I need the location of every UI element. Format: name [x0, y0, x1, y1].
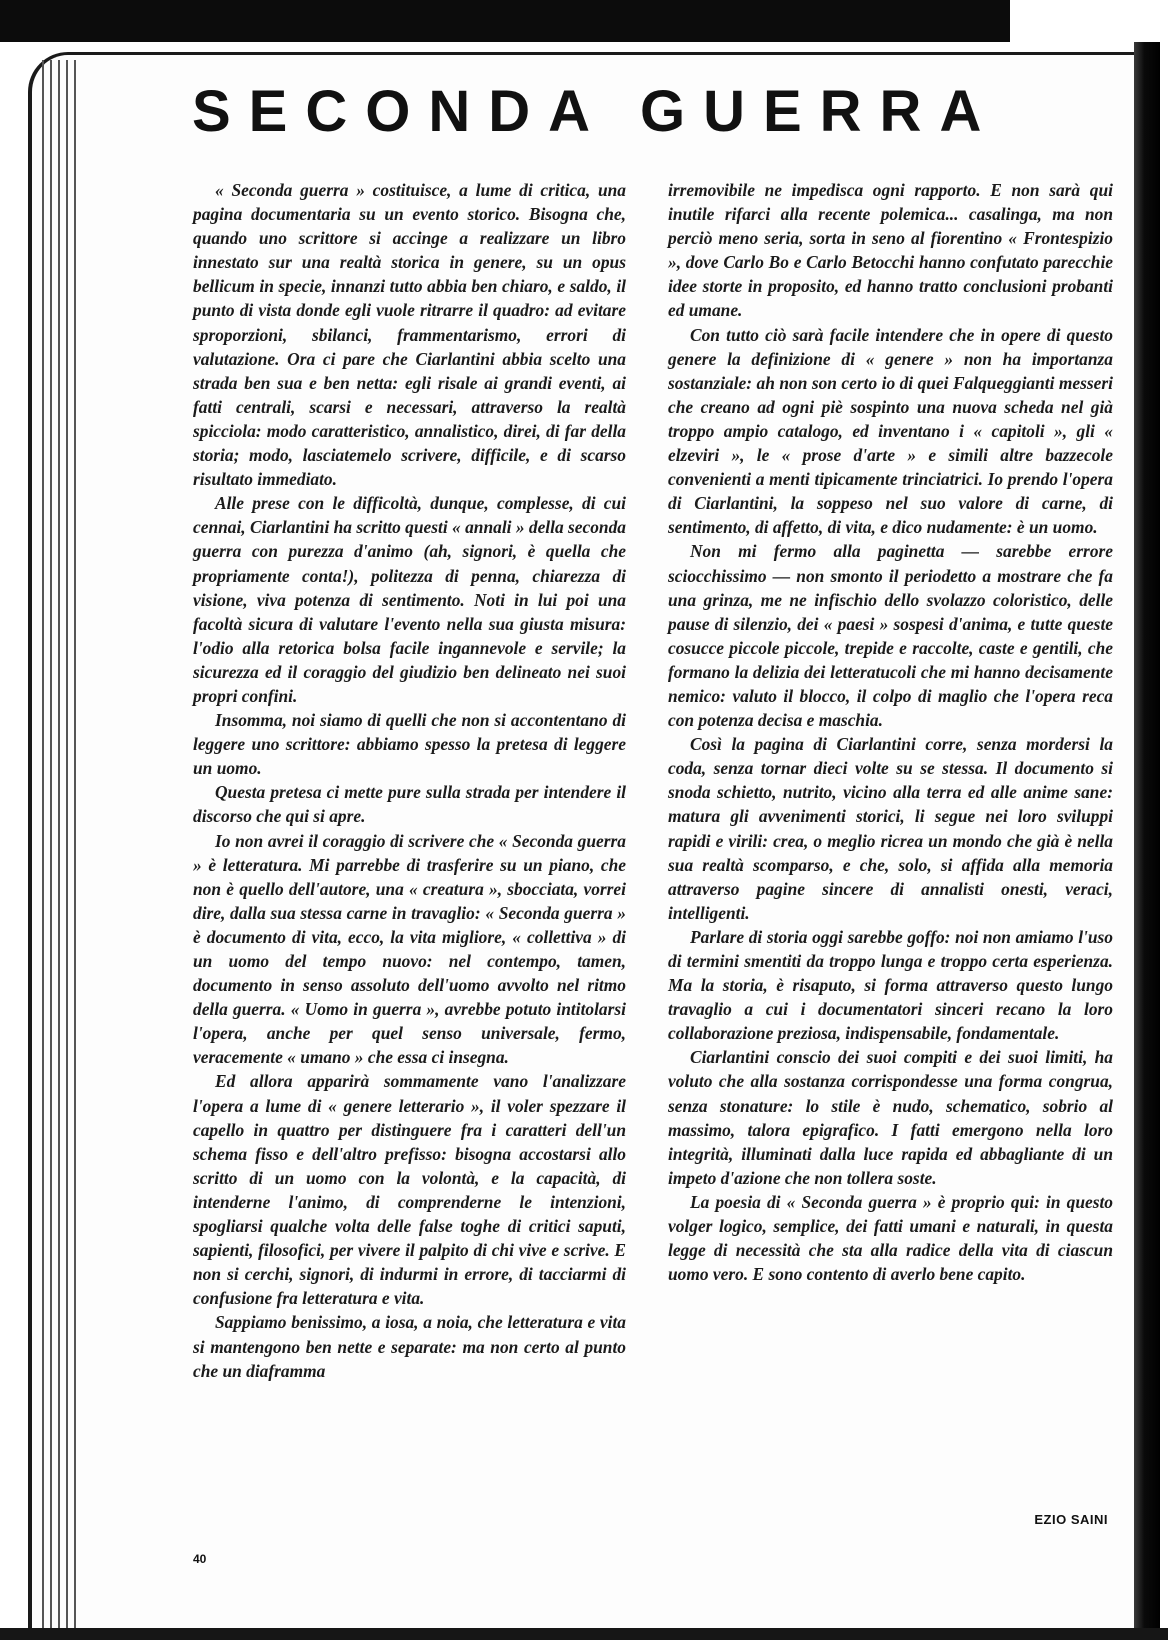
paragraph: Insomma, noi siamo di quelli che non si accontentano di leggere uno scrittore: abbiamo spesso la pretesa di leggere un uomo.: [193, 710, 626, 779]
paragraph: Ed allora apparirà sommamente vano l'analizzare l'opera a lume di « genere letterario », il voler spezzare il capello in quattro per distinguere fra i caratteri dell'un schema fisso e dell'altro prefisso: bisogna accostarsi allo scritto di un uomo con la volontà, e la capacità, di intenderne l'animo, di comprenderne le intenzioni, spogliarsi qualche volta delle false toghe di critici saputi, sapienti, filosofici, per vivere il palpito di chi vive e scrive. E non si cerchi, signori, di indurmi in errore, di tacciarmi di confusione fra letteratura e vita.: [193, 1071, 626, 1309]
page-number: 40: [193, 1552, 207, 1566]
binding-edge-line: [58, 60, 60, 1640]
paragraph: irremovibile ne impedisca ogni rapporto. E non sarà qui inutile rifarci alla recente polemica... casalinga, ma non perciò meno seria, sorta in seno al fiorentino « Frontespizio », dove Carlo Bo e Carlo Betocchi hanno confutato parecchie idee storte in proposito, ed hanno tratto conclusioni probanti ed umane.: [668, 180, 1113, 321]
binding-edge-line: [74, 60, 76, 1640]
paragraph: Alle prese con le difficoltà, dunque, complesse, di cui cennai, Ciarlantini ha scritto questi « annali » della seconda guerra con purezza d'animo (ah, signori, è quella che propriamente conta!), politezza di penna, chiarezza di visione, viva potenza di sentimento. Noti in lui poi una facoltà sicura di valutare l'evento nella sua giusta misura: l'odio alla retorica bolsa facile ingannevole e servile; la sicurezza ed il coraggio del giudizio ben delineato nei suoi propri confini.: [193, 493, 626, 706]
paragraph: Così la pagina di Ciarlantini corre, senza mordersi la coda, senza tornar dieci volte su se stessa. Il documento si snoda schietto, nutrito, vicino alla terra ed alle anime sane: matura gli avvenimenti storici, li segue nei loro sviluppi rapidi e virili: crea, o meglio ricrea un mondo che già è nella sua realtà scomparso, e che, solo, si affida alla memoria attraverso pagine sincere di annalisti onesti, veraci, intelligenti.: [668, 734, 1113, 923]
binding-edge-line: [50, 60, 52, 1640]
paragraph: Io non avrei il coraggio di scrivere che « Seconda guerra » è letteratura. Mi parrebbe di trasferire su un piano, che non è quello dell'autore, una « creatura », sbocciata, vorrei dire, dalla sua stessa carne in travaglio: « Seconda guerra » è documento di vita, ecco, la vita migliore, « collettiva » di un uomo del tempo nuovo: nel contempo, tamen, documento in senso assoluto dell'uomo avvolto nel ritmo della guerra. « Uomo in guerra », avrebbe potuto intitolarsi l'opera, anche per quel senso universale, fermo, veracemente « umano » che essa ci insegna.: [193, 830, 626, 1068]
paragraph: Ciarlantini conscio dei suoi compiti e dei suoi limiti, ha voluto che alla sostanza corrispondesse una forma congrua, senza stonature: lo stile è nudo, schematico, sobrio al massimo, talora epigrafico. I fatti emergono nella loro integrità, illuminati dalla luce rapida ed abbagliante di un impeto d'azione che non tollera soste.: [668, 1047, 1113, 1188]
binding-edge-line: [66, 60, 68, 1640]
author-signature: EZIO SAINI: [1034, 1512, 1108, 1527]
scan-border-top: [0, 0, 1010, 42]
page-title: SECONDA GUERRA: [192, 79, 1000, 144]
article-column-left: [193, 178, 626, 1383]
article-column-right: [668, 178, 1113, 1286]
paragraph: Questa pretesa ci mette pure sulla strada per intendere il discorso che qui si apre.: [193, 782, 626, 827]
paragraph: « Seconda guerra » costituisce, a lume di critica, una pagina documentaria su un evento storico. Bisogna che, quando uno scrittore si accinge a realizzare un libro innestato sur una realtà storica in genere, su un opus bellicum in specie, innanzi tutto abbia ben chiaro, e saldo, il punto di vista donde egli vuole ritrarre il quadro: ad evitare sproporzioni, sbilanci, frammentarismo, errori di valutazione. Ora ci pare che Ciarlantini abbia scelto una strada ben sua e ben netta: egli risale ai grandi eventi, ai fatti centrali, scarsi e necessari, attraverso la realtà spicciola: modo caratteristico, annalistico, direi, di far della storia; modo, lasciatemelo scrivere, difficile, e di scarso risultato immediato.: [193, 180, 626, 490]
paragraph: Parlare di storia oggi sarebbe goffo: noi non amiamo l'uso di termini smentiti da troppo lunga e troppo certa esperienza. Ma la storia, è risaputo, si forma attraverso questo lungo travaglio a cui i documentatori sinceri recano la loro collaborazione preziosa, indispensabile, fondamentale.: [668, 926, 1113, 1044]
scan-border-bottom: [0, 1628, 1168, 1640]
scan-border-right: [1134, 42, 1160, 1640]
paragraph: Non mi fermo alla paginetta — sarebbe errore sciocchissimo — non smonto il periodetto a mostrare che fa una grinza, me ne infischio dello svolazzo coloristico, delle pause di silenzio, dei « paesi » sospesi d'anima, e tutte queste cosucce piccole piccole, trepide e raccolte, caste e gentili, che formano la delizia dei letteratucoli che mi hanno decisamente nemico: valuto il blocco, il colpo di maglio che l'opera reca con potenza decisa e maschia.: [668, 541, 1113, 731]
paragraph: Sappiamo benissimo, a iosa, a noia, che letteratura e vita si mantengono ben nette e separate: ma non certo al punto che un diaframma: [193, 1312, 626, 1381]
binding-edge-line: [42, 60, 44, 1640]
paragraph: Con tutto ciò sarà facile intendere che in opere di questo genere la definizione di « genere » non ha importanza sostanziale: ah non son certo io di quei Falqueggianti messeri che creano ad ogni piè sospinto una nuova scheda nel già troppo ampio catalogo, ed inventano i « capitoli », gli « elzeviri », le « prose d'arte » e simili altre bazzecole convenienti a menti tipicamente trinciatrici. Io prendo l'opera di Ciarlantini, la soppeso nel suo valore di carne, di sentimento, di affetto, di vita, e dico nudamente: è un uomo.: [668, 324, 1113, 538]
paragraph: La poesia di « Seconda guerra » è proprio qui: in questo volger logico, semplice, dei fatti umani e naturali, in questa legge di necessità che sta alla radice della vita di ciascun uomo vero. E sono contento di averlo bene capito.: [668, 1191, 1113, 1285]
